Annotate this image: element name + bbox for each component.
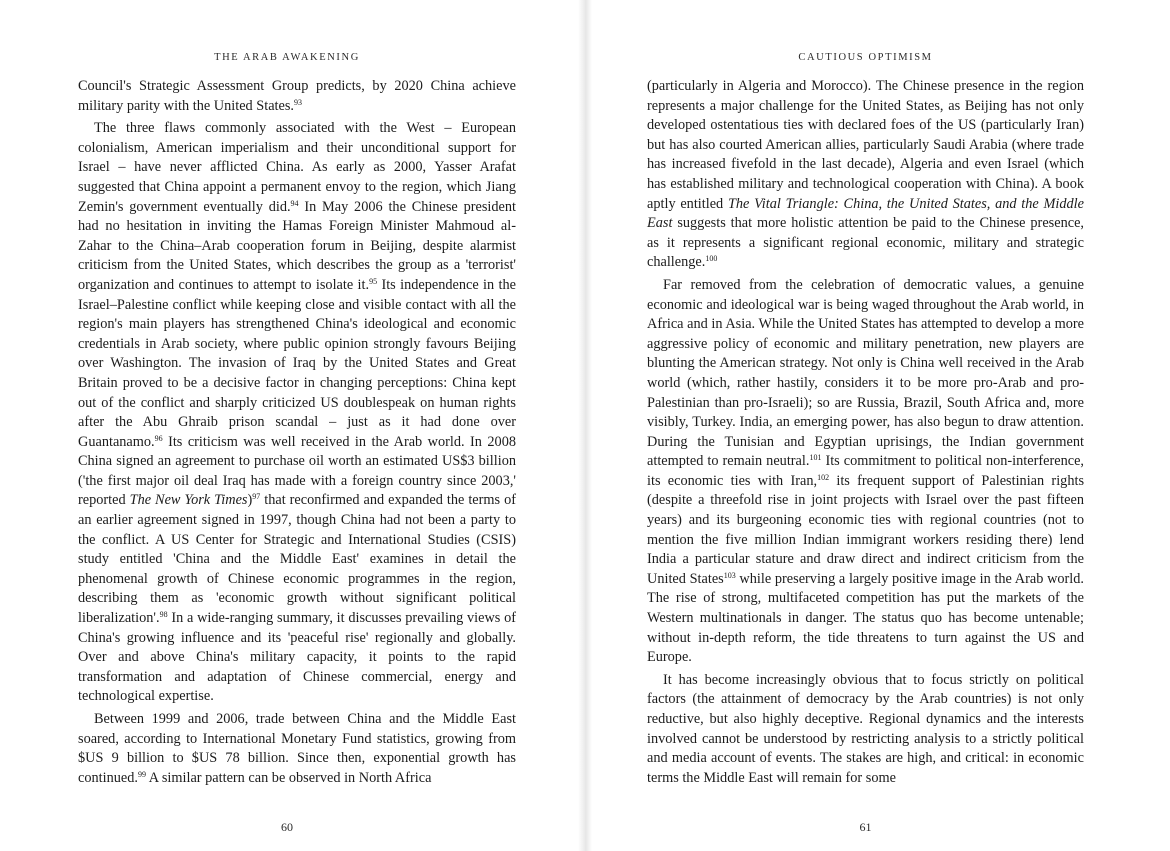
page-number-right: 61 xyxy=(859,820,872,834)
italic-title: The New York Times xyxy=(129,492,248,509)
left-page xyxy=(78,0,516,851)
footnote-ref: 100 xyxy=(705,254,718,264)
running-head-right: CAUTIOUS OPTIMISM xyxy=(798,52,933,63)
paragraph xyxy=(647,77,1084,273)
paragraph xyxy=(647,276,1084,668)
footnote-ref: 95 xyxy=(369,276,378,286)
footnote-ref: 96 xyxy=(154,433,163,443)
footnote-ref: 102 xyxy=(817,472,830,482)
text-span: Its criticism was well received in the Arab world. In 2008 China signed an agreement to purchase oil worth an estimated US$3 billion ('the first major oil deal Iraq has made with a foreign country since 2003,' reported xyxy=(78,433,516,509)
footnote-ref: 98 xyxy=(159,610,168,620)
italic-title: The Vital Triangle: China, the United States, and the Middle East xyxy=(647,195,1084,232)
text-span: The three flaws commonly associated with the West – European colonialism, American imperialism and their unconditional support for Israel – have never afflicted China. As early as 2000, Yasser Arafat suggested that China appoint a permanent envoy to the region, which Jiang Zemin's government eventually did. xyxy=(78,120,516,215)
book-gutter xyxy=(578,0,592,851)
text-span: A similar pattern can be observed in North Africa xyxy=(145,769,432,786)
text-span: that reconfirmed and expanded the terms of an earlier agreement signed in 1997, though China had not been a party to the conflict. A US Center for Strategic and International Studies (CSIS) study entitled 'China and the Middle East' examines in detail the phenomenal growth of Chinese economic programmes in the region, describing them as 'economic growth without significant political liberalization'. xyxy=(78,492,516,627)
footnote-ref: 101 xyxy=(809,453,822,463)
paragraph xyxy=(78,119,516,707)
text-span: Far removed from the celebration of democratic values, a genuine economic and ideological war is being waged throughout the Arab world, in Africa and in Asia. While the United States has attempted to develop a more aggressive policy of economic and military penetration, new players are blunting the American strategy. Not only is China well received in the Arab world (which, rather hastily, considers it to be more pro-Arab and pro-Palestinian than pro-Israeli); so are Russia, Brazil, South Africa and, more visibly, Turkey. India, an emerging power, has also begun to draw attention. During the Tunisian and Egyptian uprisings, the Indian government attempted to remain neutral. xyxy=(647,276,1084,470)
right-page-body xyxy=(647,77,1084,788)
text-span: its frequent support of Palestinian rights (despite a threefold rise in joint projects with Israel over the past fifteen years) and its burgeoning economic ties with regional countries (not to mention the five million Indian immigrant workers residing there) lend India a particular stature and draw direct and indirect criticism from the United States xyxy=(647,472,1085,587)
footnote-ref: 99 xyxy=(137,769,146,779)
paragraph xyxy=(78,77,516,116)
footnote-ref: 103 xyxy=(723,570,736,580)
page-number-left: 60 xyxy=(281,820,293,834)
left-page-body xyxy=(78,77,516,788)
text-span: Its commitment to political non-interference, its economic ties with Iran, xyxy=(647,453,1084,489)
footnote-ref: 97 xyxy=(252,492,261,502)
text-span: suggests that more holistic attention be paid to the Chinese presence, as it represents a significant regional economic, military and strategic challenge. xyxy=(647,215,1084,271)
text-span: (particularly in Algeria and Morocco). The Chinese presence in the region represents a major challenge for the United States, as Beijing has not only developed ostentatious ties with declared foes of the US (particularly Iran) but has also courted American allies, particularly Saudi Arabia (where trade has increased fivefold in the last decade), Algeria and even Israel (which has established military and technological cooperation with China). A book aptly entitled xyxy=(647,78,1084,212)
paragraph xyxy=(78,710,516,788)
text-span: Its independence in the Israel–Palestine conflict while keeping close and visible contact with all the region's main players has strengthened China's ideological and economic credentials in Arab society, where public opinion strongly favours Beijing over Washington. The invasion of Iraq by the United States and Great Britain proved to be a decisive factor in changing perceptions: China kept out of the conflict and sharply criticized US doublespeak on human rights after the Abu Ghraib prison scandal – just as it had done over Guantanamo. xyxy=(78,276,516,450)
right-page xyxy=(647,0,1084,851)
text-span: ) xyxy=(247,492,253,509)
text-span: Council's Strategic Assessment Group predicts, by 2020 China achieve military parity with the United States. xyxy=(78,78,516,114)
footnote-ref: 94 xyxy=(290,198,299,208)
text-span: while preserving a largely positive image in the Arab world. The rise of strong, multifaceted competition has put the markets of the Western multinationals in danger. The status quo has become untenable; without in-depth reform, the tide threatens to turn against the US and Europe. xyxy=(647,570,1084,666)
text-span: In May 2006 the Chinese president had no hesitation in inviting the Hamas Foreign Minister Mahmoud al-Zahar to the China–Arab cooperation forum in Beijing, despite alarmist criticism from the United States, which describes the group as a 'terrorist' organization and continues to attempt to isolate it. xyxy=(78,198,516,293)
text-span: It has become increasingly obvious that to focus strictly on political factors (the attainment of democracy by the Arab countries) is not only reductive, but also highly deceptive. Regional dynamics and the interests involved cannot be understood by restricting analysis to a strictly political and media account of events. The stakes are high, and critical: in economic terms the Middle East will remain for some xyxy=(647,671,1084,786)
paragraph xyxy=(647,671,1084,789)
text-span: Between 1999 and 2006, trade between China and the Middle East soared, according to International Monetary Fund statistics, growing from $US 9 billion to $US 78 billion. Since then, exponential growth has continued. xyxy=(78,711,516,786)
running-head-left: THE ARAB AWAKENING xyxy=(214,52,360,63)
text-span: In a wide-ranging summary, it discusses prevailing views of China's growing influence and its 'peaceful rise' regionally and globally. Over and above China's military capacity, it points to the rapid transformation and adaptation of Chinese commercial, energy and technological expertise. xyxy=(78,610,516,705)
footnote-ref: 93 xyxy=(294,97,303,107)
